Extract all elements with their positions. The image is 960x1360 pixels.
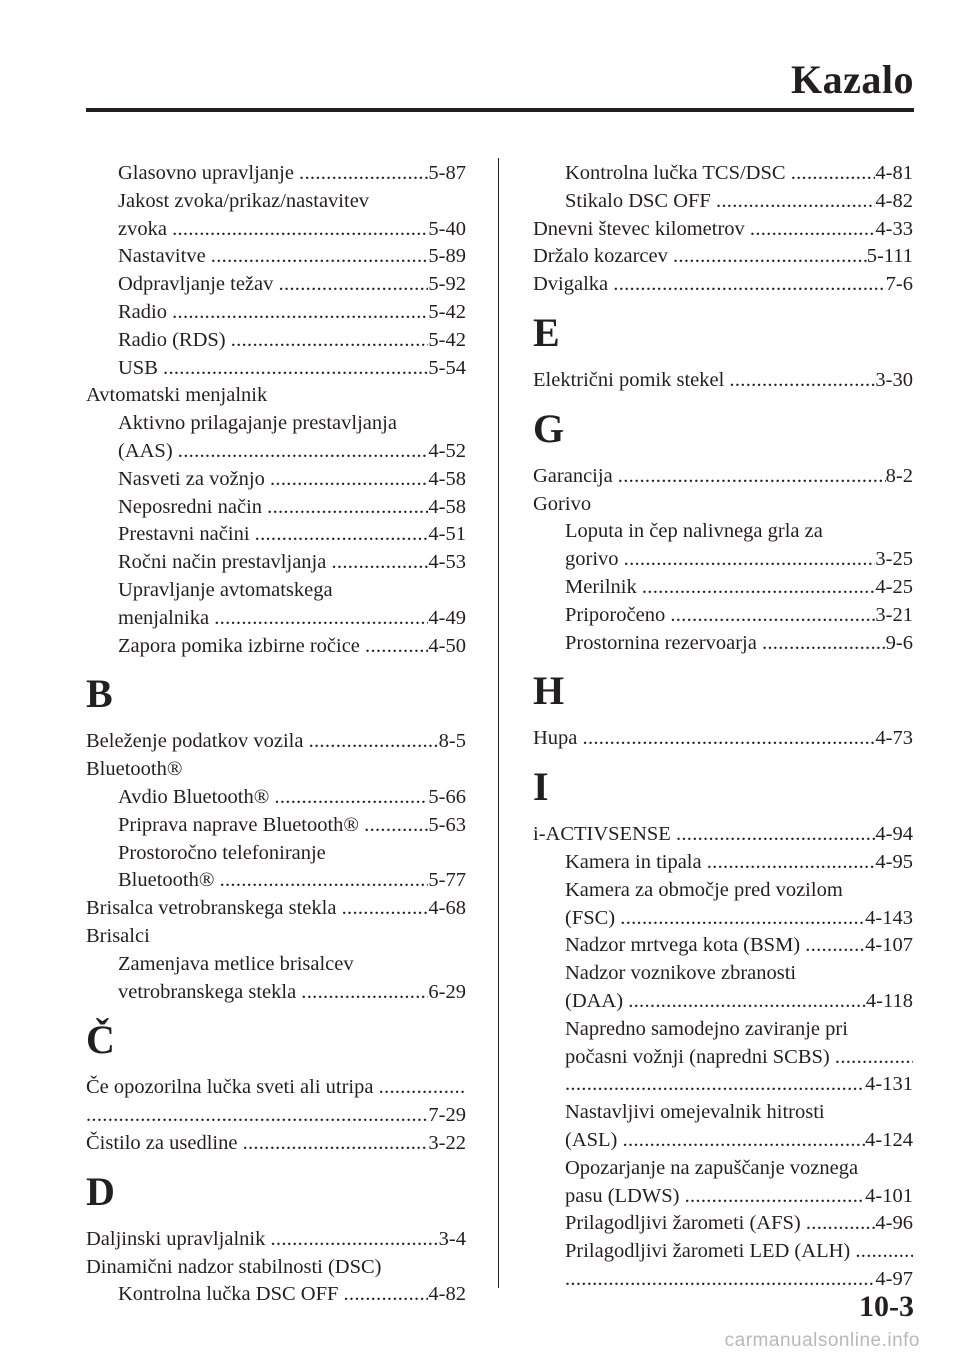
entry-page-ref: 4-52 (428, 439, 466, 462)
entry-page-ref: 5-89 (428, 245, 466, 268)
entry-text: Dnevni števec kilometrov (533, 217, 745, 240)
index-subentry (533, 877, 913, 905)
index-entry (86, 923, 466, 951)
index-subentry (533, 1183, 913, 1211)
index-subentry (86, 188, 466, 216)
entry-text: Prilagodljivi žarometi LED (ALH) (565, 1240, 851, 1263)
leader-dots (270, 466, 428, 494)
index-subentry (533, 1016, 913, 1044)
leader-dots (267, 494, 428, 522)
entry-text: Avdio Bluetooth® (118, 785, 270, 808)
leader-dots (274, 784, 428, 812)
leader-dots (365, 633, 428, 661)
leader-dots (618, 463, 886, 491)
index-column-left (86, 160, 466, 1309)
entry-page-ref: 7-29 (428, 1104, 466, 1127)
leader-dots (855, 1238, 913, 1266)
leader-dots (270, 1226, 438, 1254)
entry-page-ref: 4-49 (428, 606, 466, 629)
entry-text: pasu (LDWS) (565, 1184, 680, 1207)
entry-page-ref: 3-4 (438, 1227, 466, 1250)
index-subentry (533, 1266, 913, 1294)
index-subentry (533, 1099, 913, 1127)
entry-page-ref: 4-68 (428, 897, 466, 920)
index-entry (533, 367, 913, 395)
entry-text: Kontrolna lučka TCS/DSC (565, 162, 786, 184)
leader-dots (805, 932, 865, 960)
leader-dots (301, 979, 428, 1007)
entry-text: Nastavitve (118, 245, 206, 268)
entry-text: Električni pomik stekel (533, 368, 725, 391)
index-subentry (86, 812, 466, 840)
leader-dots (565, 1071, 865, 1099)
entry-text: (ASL) (565, 1128, 618, 1151)
entry-text: Priprava naprave Bluetooth® (118, 813, 360, 836)
entry-text: Upravljanje avtomatskega (118, 578, 333, 601)
entry-text: gorivo (565, 548, 619, 571)
entry-page-ref: 4-131 (865, 1073, 913, 1096)
leader-dots (342, 895, 429, 923)
entry-text: Avtomatski menjalnik (86, 384, 268, 407)
entry-text: Prostoročno telefoniranje (118, 841, 326, 864)
index-subentry (86, 840, 466, 868)
entry-text: Prestavni načini (118, 523, 250, 546)
index-column-right (533, 160, 913, 1294)
index-subentry (86, 521, 466, 549)
index-entry (86, 1254, 466, 1282)
entry-page-ref: 4-81 (875, 162, 913, 184)
section-letter: Č (86, 1017, 115, 1063)
index-subentry (86, 438, 466, 466)
entry-page-ref: 4-25 (875, 575, 913, 598)
entry-text: Dinamični nadzor stabilnosti (DSC) (86, 1255, 382, 1278)
index-subentry (533, 932, 913, 960)
entry-page-ref: 4-118 (865, 989, 913, 1012)
index-subentry (533, 518, 913, 546)
index-entry (86, 1130, 466, 1158)
entry-page-ref: 8-5 (438, 730, 466, 753)
entry-text: (FSC) (565, 906, 616, 929)
leader-dots (750, 216, 876, 244)
entry-text: vetrobranskega stekla (118, 980, 297, 1003)
index-subentry (533, 988, 913, 1016)
leader-dots (716, 188, 875, 216)
leader-dots (163, 355, 428, 383)
leader-dots (220, 867, 429, 895)
index-entry (86, 1074, 466, 1102)
entry-page-ref: 9-6 (885, 631, 913, 654)
leader-dots (673, 243, 867, 271)
entry-text: Če opozorilna lučka sveti ali utripa (86, 1076, 374, 1099)
index-subentry (86, 605, 466, 633)
entry-page-ref: 4-58 (428, 495, 466, 518)
entry-text: Nadzor mrtvega kota (BSM) (565, 934, 801, 957)
index-entry (533, 216, 913, 244)
entry-page-ref: 4-94 (875, 823, 913, 846)
entry-page-ref: 4-82 (428, 1283, 466, 1306)
entry-text: Glasovno upravljanje (118, 162, 294, 184)
entry-text: Radio (118, 300, 167, 323)
index-subentry (533, 1044, 913, 1072)
entry-text: Beleženje podatkov vozila (86, 730, 304, 753)
leader-dots (565, 1266, 875, 1294)
entry-text: Neposredni način (118, 495, 263, 518)
entry-page-ref: 4-50 (428, 634, 466, 657)
entry-text: Nadzor voznikove zbranosti (565, 962, 797, 985)
leader-dots (806, 1210, 876, 1238)
leader-dots (255, 521, 429, 549)
entry-text: Stikalo DSC OFF (565, 189, 711, 212)
entry-page-ref: 6-29 (428, 980, 466, 1003)
entry-text: USB (118, 356, 158, 379)
leader-dots (676, 821, 875, 849)
index-subentry (86, 243, 466, 271)
entry-page-ref: 4-73 (875, 727, 913, 750)
entry-page-ref: 4-143 (865, 906, 913, 929)
entry-text: Dvigalka (533, 273, 609, 296)
leader-dots (231, 327, 429, 355)
entry-page-ref: 5-54 (428, 356, 466, 379)
leader-dots (707, 849, 876, 877)
leader-dots (620, 905, 865, 933)
index-subentry (86, 577, 466, 605)
index-subentry (533, 1238, 913, 1266)
entry-text: Kamera in tipala (565, 850, 702, 873)
index-subentry (86, 216, 466, 244)
entry-page-ref: 3-22 (428, 1131, 466, 1154)
entry-page-ref: 5-42 (428, 328, 466, 351)
entry-text: menjalnika (118, 606, 210, 629)
index-subentry (533, 188, 913, 216)
watermark-url: carmanualsonline.info (724, 1330, 920, 1351)
leader-dots (583, 725, 876, 753)
index-subentry (86, 951, 466, 979)
entry-text: Čistilo za usedline (86, 1131, 238, 1154)
entry-text: Brisalca vetrobranskega stekla (86, 897, 337, 920)
entry-text: Hupa (533, 727, 578, 750)
entry-text: Gorivo (533, 492, 592, 515)
entry-page-ref: 3-25 (875, 548, 913, 571)
index-subentry (86, 355, 466, 383)
index-subentry (533, 546, 913, 574)
entry-text: Zamenjava metlice brisalcev (118, 952, 354, 975)
index-entry (533, 725, 913, 753)
entry-page-ref: 4-51 (428, 523, 466, 546)
index-entry (533, 491, 913, 519)
index-entry (533, 821, 913, 849)
entry-page-ref: 8-2 (885, 464, 913, 487)
page-title: Kazalo (791, 57, 914, 102)
entry-text: Bluetooth® (118, 869, 215, 892)
entry-text: Loputa in čep nalivnega grla za (565, 520, 823, 543)
entry-text: Jakost zvoka/prikaz/nastavitev (118, 189, 370, 212)
index-subentry (533, 160, 913, 188)
entry-page-ref: 3-30 (875, 368, 913, 391)
index-entry (86, 895, 466, 923)
leader-dots (729, 367, 875, 395)
index-subentry (86, 633, 466, 661)
entry-text: Nastavljivi omejevalnik hitrosti (565, 1101, 825, 1124)
entry-text: i-ACTIVSENSE (533, 823, 671, 846)
entry-text: Prostornina rezervoarja (565, 631, 757, 654)
leader-dots (624, 546, 876, 574)
section-letter: E (533, 309, 560, 355)
index-subentry (86, 867, 466, 895)
index-subentry (86, 979, 466, 1007)
index-subentry (533, 849, 913, 877)
entry-text: Aktivno prilagajanje prestavljanja (118, 412, 397, 435)
index-subentry (533, 960, 913, 988)
entry-text: Bluetooth® (86, 758, 183, 781)
leader-dots (172, 216, 428, 244)
entry-page-ref: 5-77 (428, 869, 466, 892)
entry-page-ref: 4-58 (428, 467, 466, 490)
entry-page-ref: 5-63 (428, 813, 466, 836)
section-letter: D (86, 1168, 115, 1214)
index-subentry (86, 160, 466, 188)
index-entry (86, 756, 466, 784)
index-subentry (86, 271, 466, 299)
index-entry (533, 463, 913, 491)
index-subentry (86, 494, 466, 522)
entry-page-ref: 4-82 (875, 189, 913, 212)
index-entry (533, 243, 913, 271)
leader-dots (379, 1074, 466, 1102)
index-entry (86, 382, 466, 410)
index-entry (86, 1102, 466, 1130)
entry-text: Odpravljanje težav (118, 273, 274, 296)
index-subentry (86, 549, 466, 577)
index-entry (533, 271, 913, 299)
leader-dots (279, 271, 429, 299)
entry-page-ref: 4-124 (865, 1128, 913, 1151)
leader-dots (214, 605, 428, 633)
index-subentry (533, 905, 913, 933)
index-subentry (86, 466, 466, 494)
leader-dots (642, 574, 876, 602)
leader-dots (762, 630, 886, 658)
entry-page-ref: 5-40 (428, 217, 466, 240)
entry-text: Radio (RDS) (118, 328, 226, 351)
entry-page-ref: 3-21 (875, 603, 913, 626)
leader-dots (685, 1183, 866, 1211)
entry-page-ref: 4-96 (875, 1212, 913, 1235)
index-subentry (86, 327, 466, 355)
entry-page-ref: 5-42 (428, 300, 466, 323)
leader-dots (299, 160, 428, 188)
index-subentry (533, 1155, 913, 1183)
index-subentry (533, 1071, 913, 1099)
index-subentry (533, 574, 913, 602)
leader-dots (86, 1102, 428, 1130)
leader-dots (211, 243, 429, 271)
entry-text: Opozarjanje na zapuščanje voznega (565, 1156, 859, 1179)
section-letter: G (533, 405, 565, 451)
entry-text: počasni vožnji (napredni SCBS) (565, 1045, 830, 1068)
leader-dots (623, 1127, 866, 1155)
leader-dots (364, 812, 428, 840)
index-subentry (533, 1210, 913, 1238)
entry-page-ref: 4-53 (428, 551, 466, 574)
page-number: 10-3 (859, 1290, 914, 1323)
entry-text: zvoka (118, 217, 167, 240)
index-subentry (533, 602, 913, 630)
entry-text: Merilnik (565, 575, 637, 598)
leader-dots (172, 299, 428, 327)
index-subentry (86, 299, 466, 327)
leader-dots (243, 1130, 429, 1158)
index-subentry (86, 784, 466, 812)
entry-text: Brisalci (86, 924, 150, 947)
entry-text: Priporočeno (565, 603, 666, 626)
leader-dots (670, 602, 875, 630)
entry-text: (AAS) (118, 439, 173, 462)
column-divider (498, 158, 499, 1288)
index-subentry (533, 1127, 913, 1155)
entry-text: Držalo kozarcev (533, 245, 668, 268)
entry-text: Nasveti za vožnjo (118, 467, 265, 490)
entry-page-ref: 5-66 (428, 785, 466, 808)
entry-text: Kontrolna lučka DSC OFF (118, 1283, 339, 1306)
index-entry (86, 1226, 466, 1254)
entry-page-ref: 5-87 (428, 162, 466, 184)
entry-page-ref: 4-95 (875, 850, 913, 873)
entry-text: Napredno samodejno zaviranje pri (565, 1017, 848, 1040)
index-entry (86, 728, 466, 756)
entry-text: Garancija (533, 464, 613, 487)
entry-text: (DAA) (565, 989, 624, 1012)
section-letter: B (86, 671, 113, 717)
entry-page-ref: 5-92 (428, 273, 466, 296)
entry-page-ref: 4-101 (865, 1184, 913, 1207)
entry-page-ref: 4-33 (875, 217, 913, 240)
index-subentry (533, 630, 913, 658)
entry-page-ref: 4-107 (865, 934, 913, 957)
entry-text: Daljinski upravljalnik (86, 1227, 266, 1250)
leader-dots (344, 1281, 429, 1309)
index-subentry (86, 410, 466, 438)
entry-page-ref: 5-111 (866, 245, 913, 268)
leader-dots (613, 271, 885, 299)
leader-dots (628, 988, 866, 1016)
leader-dots (331, 549, 428, 577)
section-letter: H (533, 668, 565, 714)
entry-text: Prilagodljivi žarometi (AFS) (565, 1212, 801, 1235)
leader-dots (309, 728, 439, 756)
entry-page-ref: 4-97 (875, 1267, 913, 1290)
index-subentry (86, 1281, 466, 1309)
leader-dots (178, 438, 429, 466)
entry-text: Ročni način prestavljanja (118, 551, 327, 574)
entry-text: Zapora pomika izbirne ročice (118, 634, 360, 657)
section-letter: I (533, 764, 549, 810)
entry-page-ref: 7-6 (885, 273, 913, 296)
header-rule (86, 108, 914, 112)
leader-dots (791, 160, 876, 188)
entry-text: Kamera za območje pred vozilom (565, 878, 843, 901)
leader-dots (835, 1044, 913, 1072)
